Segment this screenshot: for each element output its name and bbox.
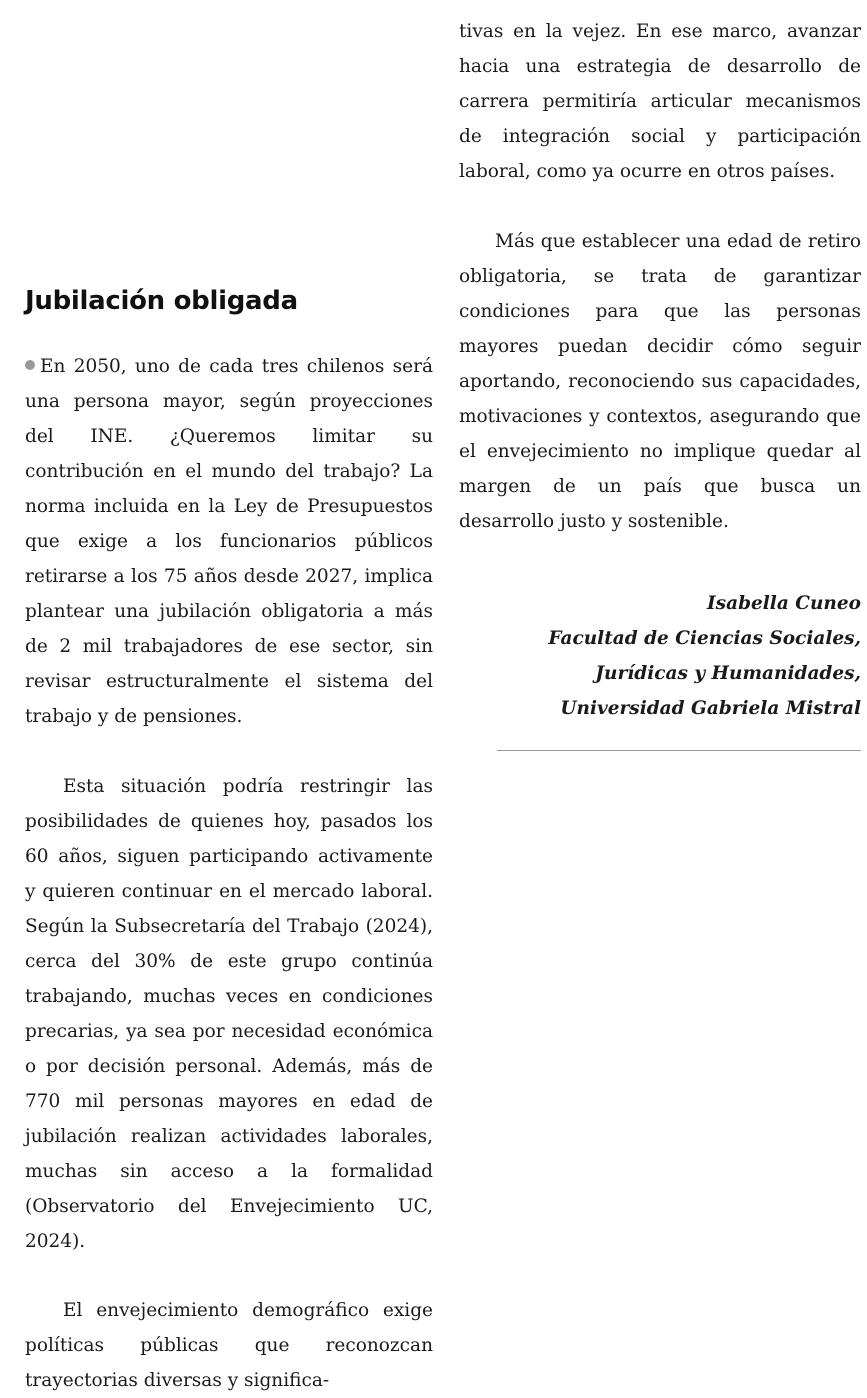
divider-rule [497, 750, 861, 751]
paragraph-3: El envejecimiento demográfico exige políticas públicas que reconozcan trayectorias diversas y significa- [25, 1300, 433, 1391]
paragraph-3-continued: tivas en la vejez. En ese marco, avanzar hacia una estrategia de desarrollo de carrera permitiría articular mecanismos de integración social y participación laboral, como ya ocurre en otros países. [459, 21, 861, 182]
author-signature [459, 586, 861, 726]
author-affiliation-line-1: Facultad de Ciencias Sociales, [548, 628, 861, 649]
article-title: Jubilación obligada [25, 286, 298, 316]
author-affiliation-line-2: Jurídicas y Humanidades, [595, 663, 861, 684]
author-name: Isabella Cuneo [707, 593, 861, 614]
bullet-icon [25, 360, 35, 370]
paragraph-4: Más que establecer una edad de retiro obligatoria, se trata de garantizar condiciones para que las personas mayores puedan decidir cómo seguir aportando, reconociendo sus capacidades, motivaciones y contextos, asegurando que el envejecimiento no implique quedar al margen de un país que busca un desarrollo justo y sostenible. [459, 231, 861, 532]
paragraph-2: Esta situación podría restringir las posibilidades de quienes hoy, pasados los 60 años, siguen participando activamente y quieren continuar en el mercado laboral. Según la Subsecretaría del Trabajo (2024), cerca del 30% de este grupo continúa trabajando, muchas veces en condiciones precarias, ya sea por necesidad económica o por decisión personal. Además, más de 770 mil personas mayores en edad de jubilación realizan actividades laborales, muchas sin acceso a la formalidad (Observatorio del Envejecimiento UC, 2024). [25, 776, 433, 1252]
paragraph-1 [25, 349, 433, 734]
author-affiliation-line-3: Universidad Gabriela Mistral [560, 698, 861, 719]
paragraph-1-text: En 2050, uno de cada tres chilenos será una persona mayor, según proyecciones del INE. ¿Queremos limitar su contribución en el mundo del trabajo? La norma incluida en la Ley de Presupuestos que exige a los funcionarios públicos retirarse a los 75 años desde 2027, implica plantear una jubilación obligatoria a más de 2 mil trabajadores de ese sector, sin revisar estructuralmente el sistema del trabajo y de pensiones. [25, 356, 433, 727]
